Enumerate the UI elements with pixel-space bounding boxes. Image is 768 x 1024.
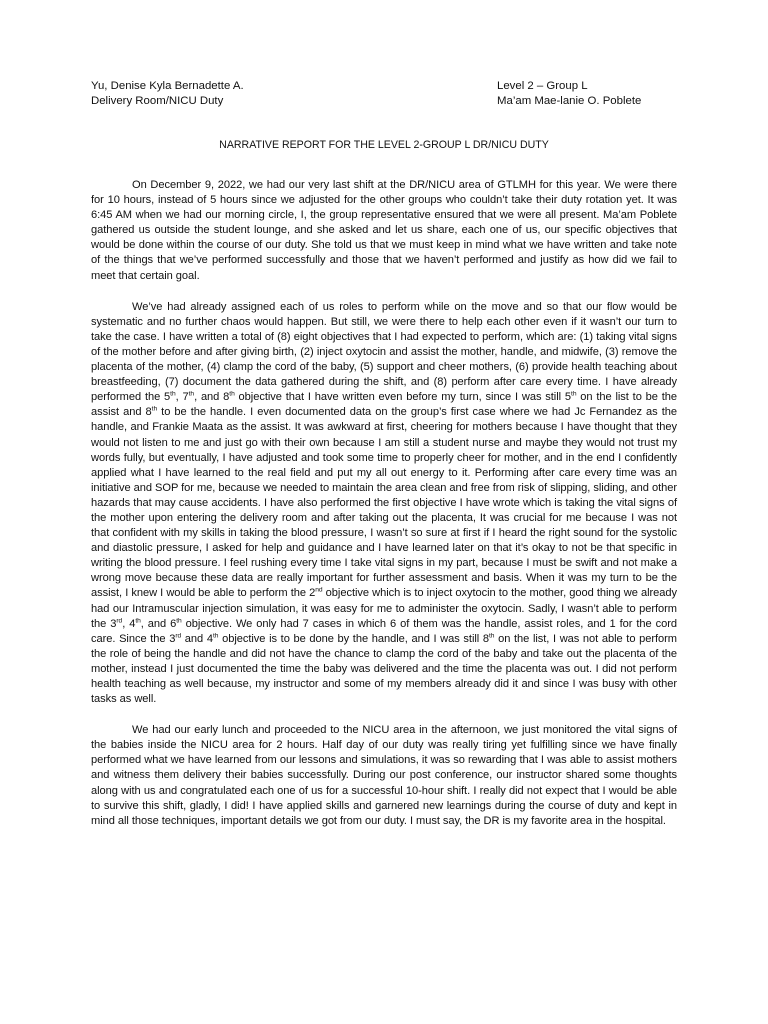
level-group: Level 2 – Group L xyxy=(497,80,588,92)
paragraph-3: We had our early lunch and proceeded to the NICU area in the afternoon, we just monitored the vital signs of the babies inside the NICU area for 2 hours. Half day of our duty was really tiring yet fulfilling since we have finally performed what we have learned from our lessons and simulations, it was so rewarding that I was able to assist mothers and witness them delivery their babies successfully. During our post conference, our instructor shared some thoughts along with us and congratulated each one of us for a successful 10-hour shift. I really did not expect that I would be able to survive this shift, gladly, I did! I have applied skills and garnered new learnings during the course of duty and kept in mind all those techniques, important details we got from our duty. I must say, the DR is my favorite area in the hospital. xyxy=(91,724,677,827)
student-name: Yu, Denise Kyla Bernadette A. xyxy=(91,80,244,92)
instructor-name: Ma’am Mae-lanie O. Poblete xyxy=(497,95,642,107)
duty-area: Delivery Room/NICU Duty xyxy=(91,95,224,107)
student-info-block xyxy=(91,79,244,109)
report-body xyxy=(91,178,677,845)
report-title: NARRATIVE REPORT FOR THE LEVEL 2-GROUP L DR/NICU DUTY xyxy=(219,139,549,151)
group-info-block xyxy=(497,79,641,109)
paragraph-1: On December 9, 2022, we had our very last shift at the DR/NICU area of GTLMH for this year. We were there for 10 hours, instead of 5 hours since we adjusted for the other groups who couldn’t take their duty rotation yet. It was 6:45 AM when we had our morning circle, I, the group representative ensured that we were all present. Ma’am Poblete gathered us outside the student lounge, and she asked and let us share, each one of us, our specific objectives that would be done within the course of our duty. She told us that we must keep in mind what we have written and take note of the things that we’ve performed successfully and those that we haven’t performed and justify as how did we fail to meet that certain goal. xyxy=(91,179,677,282)
paragraph-2: We’ve had already assigned each of us roles to perform while on the move and so that our flow would be systematic and no further chaos would happen. But still, we were there to help each other even if it wasn’t our turn to take the case. I have written a total of (8) eight objectives that I had expected to perform, which are: (1) taking vital signs of the mother before and after giving birth, (2) inject oxytocin and assist the mother, handle, and midwife, (3) remove the placenta of the mother, (4) clamp the cord of the baby, (5) support and cheer mothers, (6) provide health teaching about breastfeeding, (7) document the data gathered during the shift, and (8) perform after care every time. I have already performed the 5th, 7th, and 8th objective that I have written even before my turn, since I was still 5th on the list to be the assist and 8th to be the handle. I even documented data on the group’s first case where we had Jc Fernandez as the handle, and Frankie Maata as the assist. It was awkward at first, cheering for mothers because I have thought that they would not listen to me and just go with their own because I am still a student nurse and maybe they would not trust my words fully, but eventually, I have adjusted and took some time to properly cheer for mother, and in the end I confidently applied what I have learned to the real field and put my all out energy to it. Performing after care every time was an initiative and SOP for me, because we needed to maintain the area clean and free from risk of slipping, sliding, and other hazards that may cause accidents. I have also performed the first objective I have wrote which is taking the vital signs of the mother upon entering the delivery room and after taking out the placenta, It was crucial for me because I was not that confident with my skills in taking the blood pressure, I wasn’t so sure at first if I heard the right sound for the systolic and diastolic pressure, I asked for help and guidance and I have learned later on that it’s okay to not be that specific in writing the blood pressure. I feel rushing every time I take vital signs in my part, because I must be swift and not make a wrong move because these data are really important for further assessment and basis. When it was my turn to be the assist, I knew I would be able to perform the 2nd objective which is to inject oxytocin to the mother, good thing we already had our Intramuscular injection simulation, it was easy for me to administer the oxytocin. Sadly, I wasn’t able to perform the 3rd, 4th, and 6th objective. We only had 7 cases in which 6 of them was the handle, assist roles, and 1 for the cord care. Since the 3rd and 4th objective is to be done by the handle, and I was still 8th on the list, I was not able to perform the role of being the handle and did not have the chance to clamp the cord of the baby and take out the placenta of the mother, instead I just documented the time the baby was delivered and the time the placenta was out. I did not perform health teaching as well because, my instructor and some of my members already did it and since I was busy with other tasks as well. xyxy=(91,300,677,706)
